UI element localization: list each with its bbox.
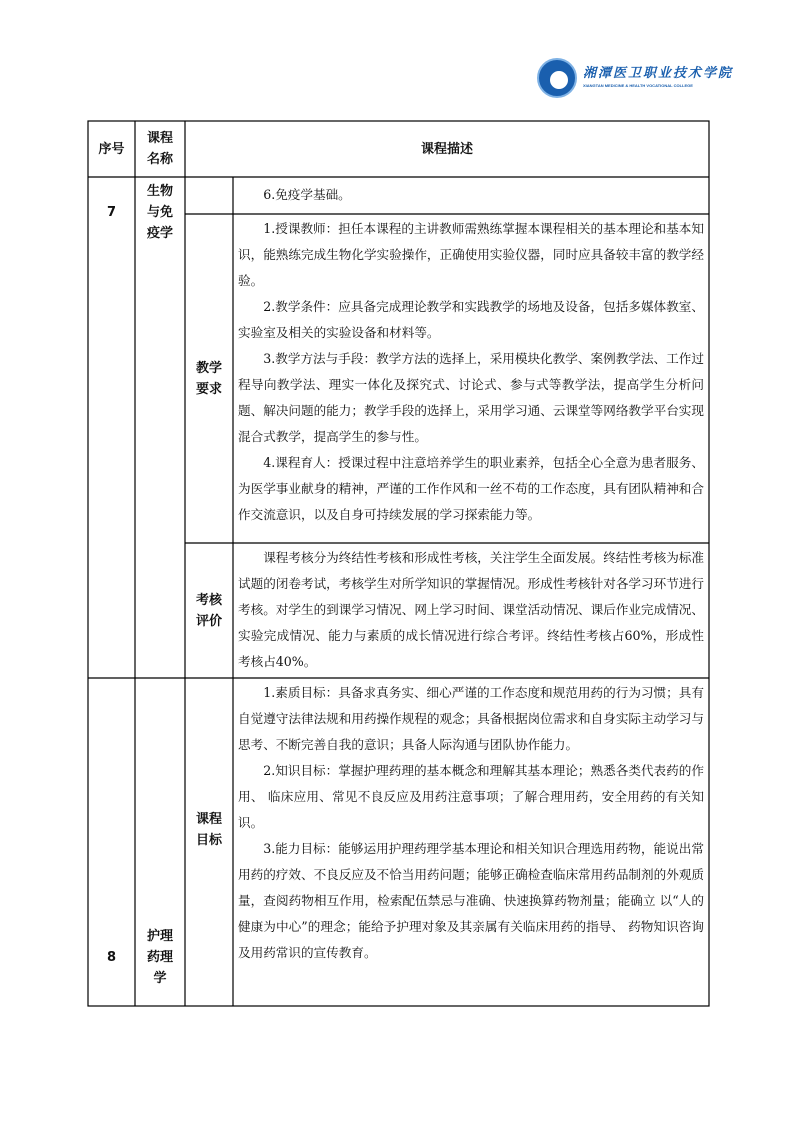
- course-7-no: 7: [106, 204, 117, 220]
- course-8-no: 8: [106, 949, 117, 965]
- college-logo: [537, 58, 734, 104]
- requirement-paragraph: 1.授课教师：担任本课程的主讲教师需熟练掌握本课程相关的基本理论和基本知识，能熟练完成生物化学实验操作，正确使用实验仪器，同时应具备较丰富的教学经验。: [238, 221, 704, 288]
- college-name-cn: 湘潭医卫职业技术学院: [583, 66, 734, 81]
- header-no: 序号: [98, 141, 125, 157]
- course-7-evaluation: [238, 543, 704, 678]
- requirement-paragraph: 3.教学方法与手段：教学方法的选择上，采用模块化教学、案例教学法、工作过程导向教学法、理实一体化及探究式、讨论式、参与式等教学法，提高学生分析问题、解决问题的能力；教学手段的选择上，采用学习通、云课堂等网络教学平台实现混合式教学，提高学生的参与性。: [238, 351, 704, 444]
- college-seal-icon: [537, 58, 577, 98]
- requirement-paragraph: 2.教学条件：应具备完成理论教学和实践教学的场地及设备，包括多媒体教室、实验室及相关的实验设备和材料等。: [238, 299, 704, 340]
- header-course-desc: 课程描述: [420, 141, 473, 157]
- course-7-name: 生物与免疫学: [146, 183, 173, 241]
- course-7-requirements-label: 教学要求: [195, 360, 222, 397]
- course-7-evaluation-label: 考核评价: [195, 592, 222, 629]
- college-name-en: XIANGTAN MEDICINE & HEALTH VOCATIONAL COLLEGE: [583, 83, 693, 88]
- goal-paragraph: 3.能力目标：能够运用护理药理学基本理论和相关知识合理选用药物，能说出常用药的疗效、不良反应及不恰当用药问题；能够正确检查临床常用药品制剂的外观质量，查阅药物相互作用，检索配伍禁忌与准确、快速换算药物剂量；能确立 以“人的健康为中心”的理念；能给予护理对象及其亲属有关临床用药的指导、 药物知识咨询及用药常识的宣传教育。: [238, 841, 704, 960]
- evaluation-paragraph: 课程考核分为终结性考核和形成性考核，关注学生全面发展。终结性考核为标准试题的闭卷考试，考核学生对所学知识的掌握情况。形成性考核针对各学习环节进行考核。对学生的到课学习情况、网上学习时间、课堂活动情况、课后作业完成情况、实验完成情况、能力与素质的成长情况进行综合考评。终结性考核占60%，形成性考核占40%。: [238, 550, 704, 669]
- course-7-requirements: [238, 214, 704, 543]
- course-7-content-text: 6.免疫学基础。: [263, 187, 351, 202]
- goal-paragraph: 2.知识目标：掌握护理药理的基本概念和理解其基本理论；熟悉各类代表药的作用、 临床应用、常见不良反应及用药注意事项；了解合理用药，安全用药的有关知识。: [238, 763, 704, 830]
- course-8-goals: [238, 678, 704, 1006]
- course-7-content-continued: [238, 177, 704, 214]
- course-8-name: 护理药理学: [146, 928, 173, 986]
- course-8-goals-label: 课程目标: [195, 812, 222, 848]
- header-course-name: 课程名称: [146, 131, 173, 167]
- requirement-paragraph: 4.课程育人：授课过程中注意培养学生的职业素养，包括全心全意为患者服务、为医学事业献身的精神，严谨的工作作风和一丝不苟的工作态度，具有团队精神和合作交流意识，以及自身可持续发展的学习探索能力等。: [238, 455, 704, 522]
- goal-paragraph: 1.素质目标：具备求真务实、细心严谨的工作态度和规范用药的行为习惯；具有自觉遵守法律法规和用药操作规程的观念；具备根据岗位需求和自身实际主动学习与思考、不断完善自我的意识；具备人际沟通与团队协作能力。: [238, 685, 704, 752]
